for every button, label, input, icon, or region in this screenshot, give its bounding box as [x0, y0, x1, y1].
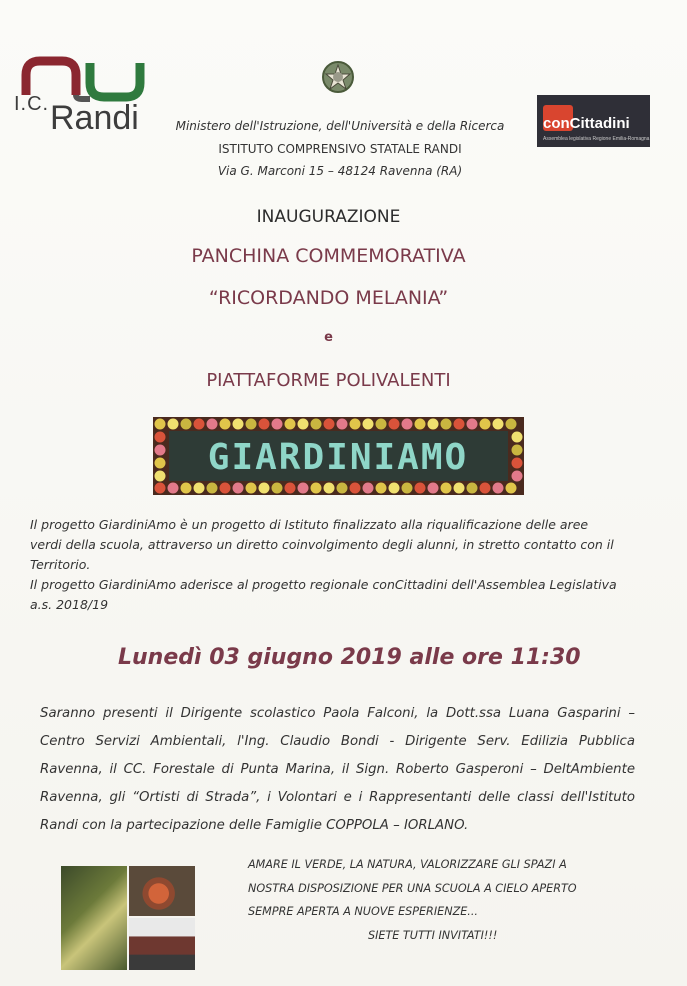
- concittadini-logo-text: conCittadini: [543, 115, 630, 132]
- banner-flower: [512, 445, 523, 456]
- banner-flower: [441, 483, 452, 494]
- banner-flower: [454, 483, 465, 494]
- intro-text: Il progetto GiardiniAmo è un progetto di Istituto finalizzato alla riqualificazione delle aree verdi della scuola, attraverso un diretto coinvolgimento degli alunni, in stretto contatto con il Territorio.: [30, 517, 614, 572]
- banner-flower: [512, 471, 523, 482]
- banner-flower: [155, 419, 166, 430]
- title-inaugurazione: INAUGURAZIONE: [256, 207, 401, 227]
- giardiniamo-mosaic-banner: [153, 417, 524, 495]
- banner-flower: [220, 483, 231, 494]
- banner-flower: [207, 419, 218, 430]
- closing-line-2: NOSTRA DISPOSIZIONE PER UNA SCUOLA A CIELO APERTO: [248, 882, 577, 895]
- banner-flower: [324, 419, 335, 430]
- photo-flowers: [61, 866, 127, 970]
- banner-flower: [155, 432, 166, 443]
- banner-flower: [376, 483, 387, 494]
- title-panchina: PANCHINA COMMEMORATIVA: [191, 245, 466, 267]
- banner-flower: [272, 419, 283, 430]
- banner-flower: [428, 419, 439, 430]
- banner-flower: [259, 419, 270, 430]
- banner-flower: [194, 483, 205, 494]
- banner-flower: [493, 483, 504, 494]
- banner-flower: [155, 483, 166, 494]
- banner-flower: [480, 483, 491, 494]
- banner-flower: [233, 419, 244, 430]
- concittadini-logo-subtitle: Assemblea legislativa Regione Emilia-Romagna: [543, 136, 650, 142]
- school-address-line: Via G. Marconi 15 – 48124 Ravenna (RA): [217, 164, 463, 178]
- banner-flower: [467, 483, 478, 494]
- banner-flower: [207, 483, 218, 494]
- banner-flower: [350, 419, 361, 430]
- banner-flower: [155, 471, 166, 482]
- photo-banner: [129, 918, 195, 970]
- banner-flower: [428, 483, 439, 494]
- banner-flower: [402, 483, 413, 494]
- banner-flower: [168, 419, 179, 430]
- banner-flower: [181, 483, 192, 494]
- banner-flower: [363, 419, 374, 430]
- banner-flower: [311, 483, 322, 494]
- banner-flower: [246, 483, 257, 494]
- title-conjunction: e: [324, 330, 333, 345]
- photo-mosaic-detail: [129, 866, 195, 916]
- banner-flower: [441, 419, 452, 430]
- closing-invite: SIETE TUTTI INVITATI!!!: [368, 929, 498, 942]
- banner-flower: [480, 419, 491, 430]
- intro-paragraph: [30, 515, 620, 615]
- photo-collage: [61, 866, 195, 970]
- school-logo-prefix: I.C.: [14, 93, 50, 115]
- banner-flower: [285, 419, 296, 430]
- banner-flower: [155, 458, 166, 469]
- school-name-line: ISTITUTO COMPRENSIVO STATALE RANDI: [218, 142, 462, 156]
- banner-flower: [155, 445, 166, 456]
- attendees-paragraph: Saranno presenti il Dirigente scolastico Paola Falconi, la Dott.ssa Luana Gasparini – Centro Servizi Ambientali, l'Ing. Claudio Bondi - Dirigente Serv. Edilizia Pubblica Ravenna, il CC. Forestale di Punta Marina, il Sign. Roberto Gasperoni – DeltAmbiente Ravenna, gli “Ortisti di Strada”, i Volontari e i Rappresentanti delle classi dell'Istituto Randi con la partecipazione delle Famiglie COPPOLA – IORLANO.: [40, 706, 635, 833]
- banner-flower: [337, 419, 348, 430]
- banner-flower: [506, 483, 517, 494]
- banner-flower: [272, 483, 283, 494]
- title-piattaforme: PIATTAFORME POLIVALENTI: [206, 370, 451, 391]
- event-date: Lunedì 03 giugno 2019 alle ore 11:30: [118, 645, 581, 670]
- closing-line-1: AMARE IL VERDE, LA NATURA, VALORIZZARE GLI SPAZI A: [248, 858, 567, 871]
- banner-flower: [168, 483, 179, 494]
- banner-flower: [220, 419, 231, 430]
- ministry-line: Ministero dell'Istruzione, dell'Università e della Ricerca: [175, 119, 505, 133]
- school-logo: [14, 55, 164, 150]
- banner-flower: [363, 483, 374, 494]
- banner-flower: [194, 419, 205, 430]
- banner-flower: [512, 458, 523, 469]
- banner-flower: [454, 419, 465, 430]
- banner-flower: [389, 419, 400, 430]
- banner-flower: [350, 483, 361, 494]
- banner-flower: [506, 419, 517, 430]
- banner-text: GIARDINIAMO: [207, 437, 469, 478]
- banner-flower: [246, 419, 257, 430]
- banner-flower: [285, 483, 296, 494]
- banner-flower: [512, 432, 523, 443]
- banner-flower: [337, 483, 348, 494]
- banner-flower: [402, 419, 413, 430]
- banner-flower: [415, 419, 426, 430]
- concittadini-logo: [537, 95, 650, 147]
- italian-republic-emblem-icon: [320, 58, 356, 96]
- banner-flower: [259, 483, 270, 494]
- school-logo-name: Randi: [50, 99, 139, 137]
- banner-flower: [376, 419, 387, 430]
- banner-flower: [389, 483, 400, 494]
- banner-flower: [311, 419, 322, 430]
- banner-flower: [181, 419, 192, 430]
- banner-flower: [415, 483, 426, 494]
- banner-flower: [467, 419, 478, 430]
- title-ricordando: “RICORDANDO MELANIA”: [208, 287, 449, 309]
- banner-flower: [493, 419, 504, 430]
- banner-flower: [324, 483, 335, 494]
- banner-flower: [298, 483, 309, 494]
- banner-flower: [298, 419, 309, 430]
- closing-line-3: SEMPRE APERTA A NUOVE ESPERIENZE...: [248, 905, 478, 918]
- banner-flower: [233, 483, 244, 494]
- intro-text-2: Il progetto GiardiniAmo aderisce al progetto regionale conCittadini dell'Assemblea Legislativa a.s. 2018/19: [30, 577, 617, 612]
